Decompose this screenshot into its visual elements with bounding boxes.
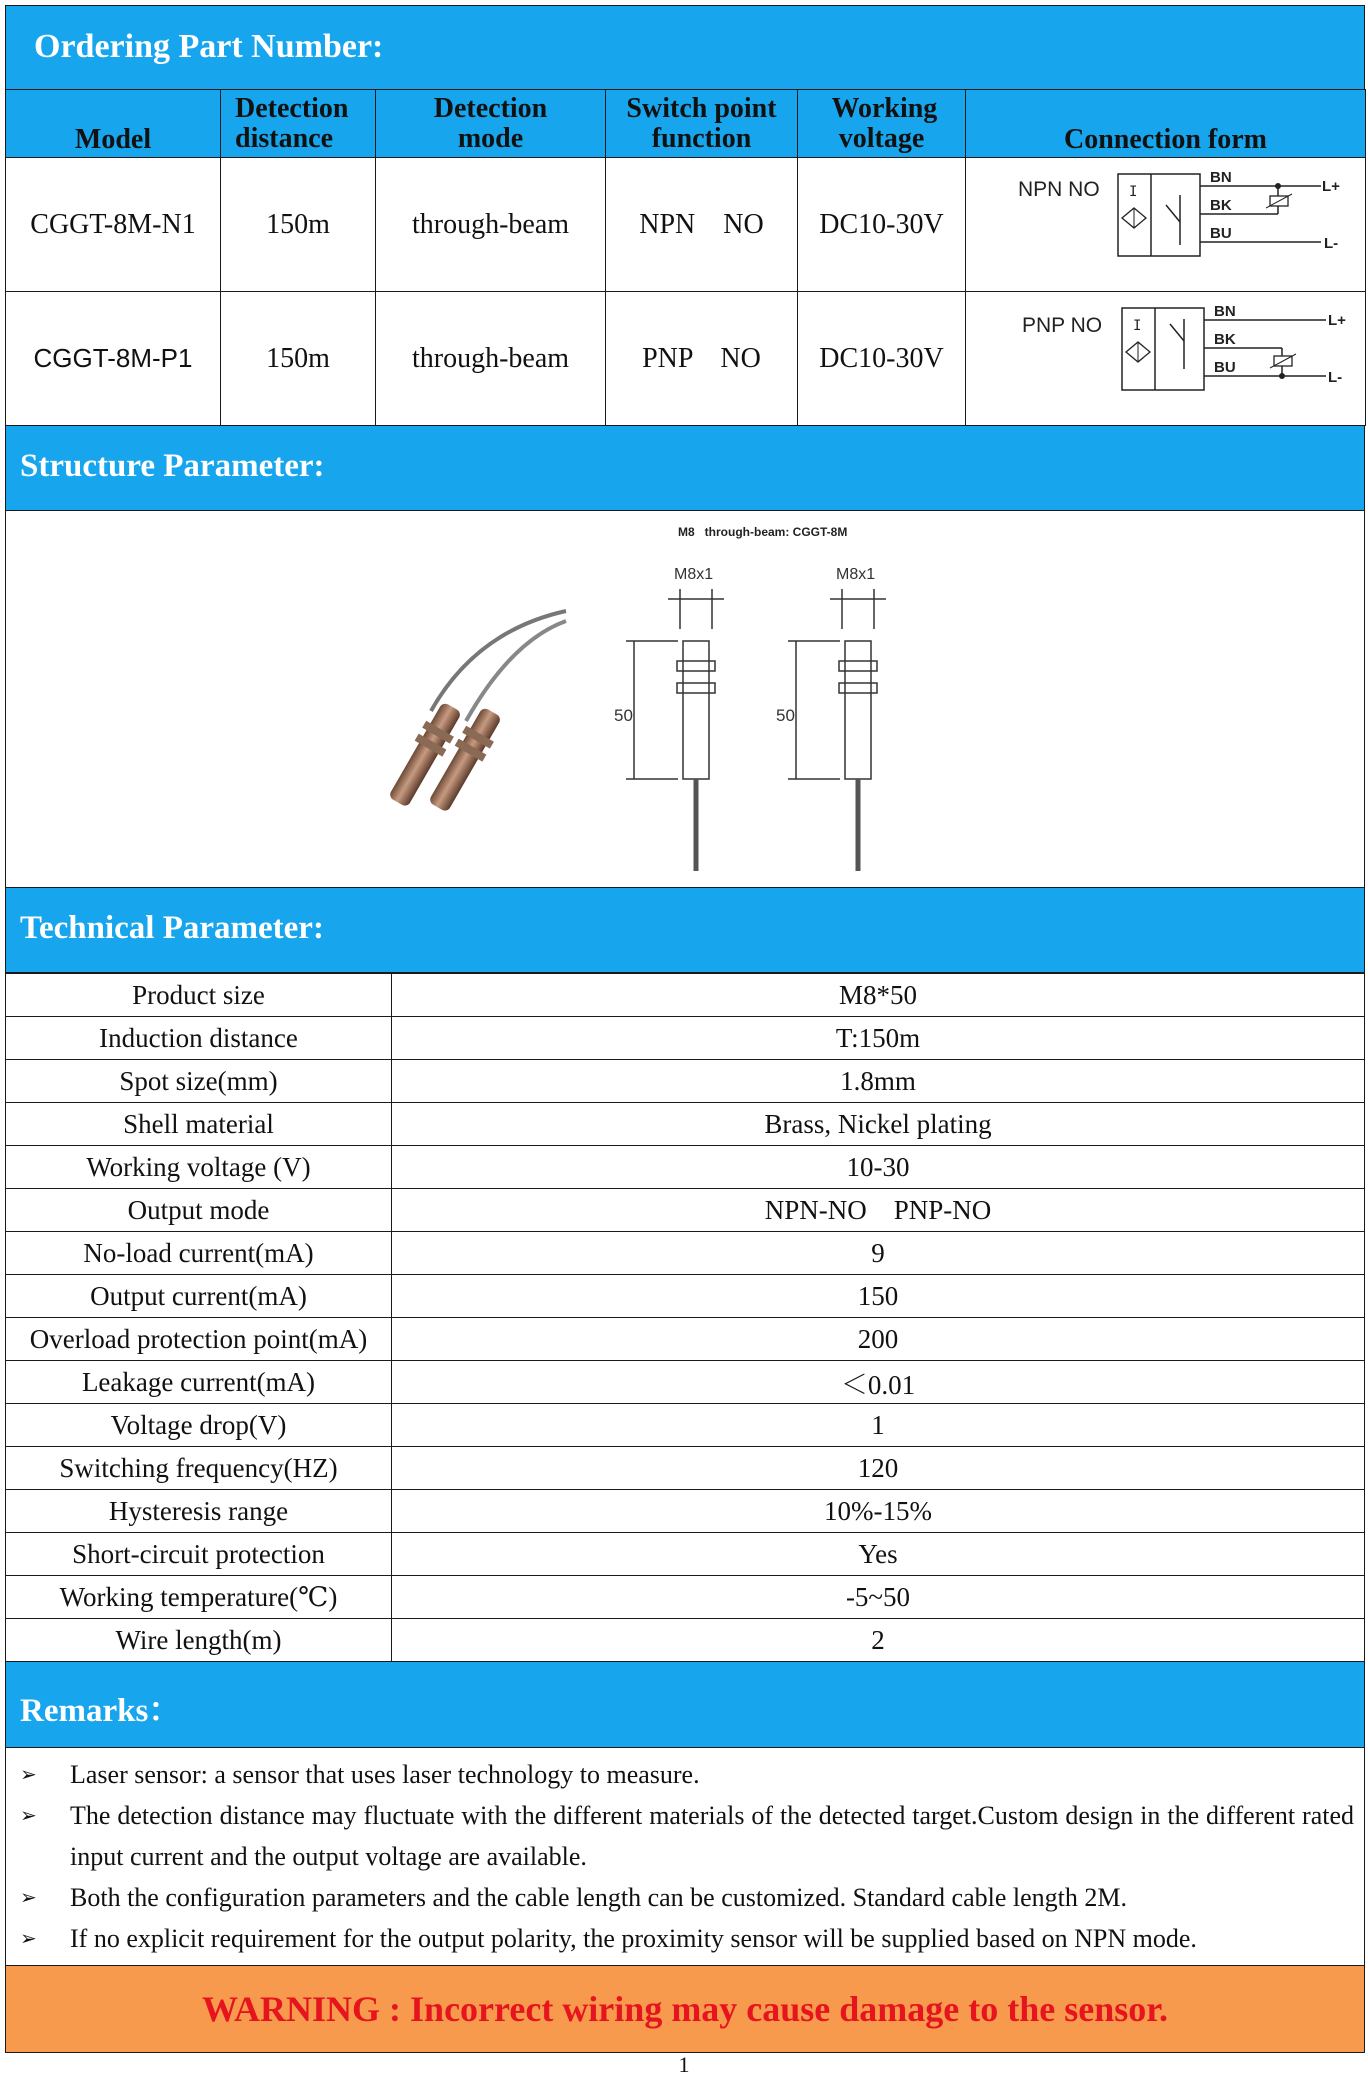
- ordering-row-n1: [6, 158, 1366, 292]
- warning-text: WARNING : Incorrect wiring may cause damage to the sensor.: [202, 1989, 1168, 2029]
- header-detection-mode: Detection mode: [376, 90, 606, 158]
- arrow-bullet-icon: ➢: [20, 1803, 37, 1827]
- structure-section-header: [5, 426, 1365, 511]
- parameter-label: Hysteresis range: [6, 1490, 392, 1533]
- svg-text:I: I: [1129, 183, 1138, 200]
- ordering-table: [5, 89, 1366, 426]
- svg-text:M8x1: M8x1: [836, 566, 876, 583]
- header-switch-point-function: Switch point function: [606, 90, 798, 158]
- parameter-value: ＜0.01: [392, 1361, 1365, 1404]
- svg-text:L+: L+: [1322, 177, 1340, 195]
- table-row: [6, 1017, 1365, 1060]
- cell-voltage: DC10-30V: [798, 292, 966, 426]
- remarks-title: Remarks：: [20, 1693, 182, 1729]
- header-detection-distance: Detection distance: [221, 90, 376, 158]
- remarks-list: [5, 1748, 1365, 1966]
- arrow-bullet-icon: ➢: [20, 1762, 37, 1786]
- svg-text:BU: BU: [1214, 358, 1236, 376]
- table-row: [6, 1361, 1365, 1404]
- cell-model: CGGT-8M-N1: [6, 158, 221, 292]
- parameter-label: Output mode: [6, 1189, 392, 1232]
- parameter-label: Output current(mA): [6, 1275, 392, 1318]
- svg-text:BU: BU: [1210, 224, 1232, 242]
- parameter-label: Voltage drop(V): [6, 1404, 392, 1447]
- cell-distance: 150m: [221, 292, 376, 426]
- parameter-value: 2: [392, 1619, 1365, 1662]
- svg-text:L-: L-: [1324, 234, 1339, 252]
- parameter-label: Switching frequency(HZ): [6, 1447, 392, 1490]
- table-row: [6, 1103, 1365, 1146]
- sensor-dimension-drawing: [6, 511, 1366, 887]
- table-row: [6, 1060, 1365, 1103]
- page-number: 1: [678, 2052, 690, 2077]
- table-row: [6, 1490, 1365, 1533]
- svg-text:L-: L-: [1328, 368, 1343, 386]
- parameter-label: Shell material: [6, 1103, 392, 1146]
- parameter-label: Leakage current(mA): [6, 1361, 392, 1404]
- list-item: [20, 1877, 1354, 1918]
- parameter-label: Overload protection point(mA): [6, 1318, 392, 1361]
- svg-text:BK: BK: [1214, 330, 1236, 348]
- cell-mode: through-beam: [376, 158, 606, 292]
- parameter-value: -5~50: [392, 1576, 1365, 1619]
- svg-text:50: 50: [776, 706, 795, 725]
- list-item: [20, 1918, 1354, 1959]
- remark-text: Both the configuration parameters and the cable length can be customized. Standard cable length 2M.: [70, 1883, 1127, 1912]
- table-row: [6, 1189, 1365, 1232]
- arrow-bullet-icon: ➢: [20, 1885, 37, 1909]
- cell-model: CGGT-8M-P1: [6, 292, 221, 426]
- pnp-wiring-diagram: [966, 294, 1366, 424]
- npn-label: NPN NO: [1018, 177, 1100, 201]
- sensor-photo: [384, 611, 566, 815]
- arrow-bullet-icon: ➢: [20, 1926, 37, 1950]
- table-row: [6, 1404, 1365, 1447]
- parameter-label: Short-circuit protection: [6, 1533, 392, 1576]
- ordering-row-p1: [6, 292, 1366, 426]
- technical-title: Technical Parameter:: [20, 910, 324, 946]
- parameter-value: M8*50: [392, 974, 1365, 1017]
- parameter-value: 9: [392, 1232, 1365, 1275]
- svg-text:M8x1: M8x1: [674, 566, 714, 583]
- remark-text: Laser sensor: a sensor that uses laser technology to measure.: [70, 1760, 700, 1789]
- parameter-value: 200: [392, 1318, 1365, 1361]
- parameter-value: NPN-NO PNP-NO: [392, 1189, 1365, 1232]
- table-row: [6, 1619, 1365, 1662]
- warning-banner: [5, 1966, 1365, 2053]
- table-row: [6, 1447, 1365, 1490]
- list-item: [20, 1754, 1354, 1795]
- parameter-value: 10%-15%: [392, 1490, 1365, 1533]
- cell-voltage: DC10-30V: [798, 158, 966, 292]
- cell-distance: 150m: [221, 158, 376, 292]
- parameter-value: Yes: [392, 1533, 1365, 1576]
- npn-wiring-diagram: [966, 160, 1366, 290]
- parameter-value: 150: [392, 1275, 1365, 1318]
- table-row: [6, 1576, 1365, 1619]
- cell-mode: through-beam: [376, 292, 606, 426]
- pnp-label: PNP NO: [1022, 313, 1103, 337]
- svg-text:L+: L+: [1328, 311, 1346, 329]
- table-row: [6, 1146, 1365, 1189]
- header-connection-form: Connection form: [966, 90, 1366, 158]
- svg-text:BK: BK: [1210, 196, 1232, 214]
- ordering-title: Ordering Part Number:: [34, 28, 384, 65]
- structure-drawing-area: [5, 511, 1365, 887]
- parameter-value: 120: [392, 1447, 1365, 1490]
- sensor-outline-left: [614, 566, 724, 871]
- drawing-caption: M8 through-beam: CGGT-8M: [678, 525, 848, 539]
- list-item: [20, 1795, 1354, 1877]
- technical-section-header: [5, 887, 1365, 973]
- parameter-value: 10-30: [392, 1146, 1365, 1189]
- table-row: [6, 974, 1365, 1017]
- parameter-label: Product size: [6, 974, 392, 1017]
- parameter-label: No-load current(mA): [6, 1232, 392, 1275]
- remarks-section-header: [5, 1662, 1365, 1748]
- parameter-value: 1.8mm: [392, 1060, 1365, 1103]
- table-row: [6, 1318, 1365, 1361]
- parameter-label: Working temperature(℃): [6, 1576, 392, 1619]
- ordering-header-row: [6, 90, 1366, 158]
- svg-text:I: I: [1133, 317, 1142, 334]
- table-row: [6, 1533, 1365, 1576]
- cell-connection-pnp: [966, 292, 1366, 426]
- parameter-label: Spot size(mm): [6, 1060, 392, 1103]
- table-row: [6, 1232, 1365, 1275]
- sensor-outline-right: [776, 566, 886, 871]
- parameter-value: T:150m: [392, 1017, 1365, 1060]
- parameter-value: 1: [392, 1404, 1365, 1447]
- svg-text:50: 50: [614, 706, 633, 725]
- parameter-label: Wire length(m): [6, 1619, 392, 1662]
- cell-switch: PNP NO: [606, 292, 798, 426]
- ordering-section-header: [5, 5, 1365, 89]
- table-row: [6, 1275, 1365, 1318]
- header-working-voltage: Working voltage: [798, 90, 966, 158]
- svg-text:BN: BN: [1214, 302, 1236, 320]
- parameter-label: Induction distance: [6, 1017, 392, 1060]
- structure-title: Structure Parameter:: [20, 448, 325, 484]
- remark-text: If no explicit requirement for the output polarity, the proximity sensor will be supplied based on NPN mode.: [70, 1924, 1197, 1953]
- technical-table: [5, 973, 1365, 1662]
- parameter-value: Brass, Nickel plating: [392, 1103, 1365, 1146]
- remark-text: The detection distance may fluctuate with the different materials of the detected target.Custom design in the different rated input current and the output voltage are available.: [70, 1801, 1354, 1871]
- parameter-label: Working voltage (V): [6, 1146, 392, 1189]
- svg-text:BN: BN: [1210, 168, 1232, 186]
- header-model: Model: [6, 90, 221, 158]
- cell-switch: NPN NO: [606, 158, 798, 292]
- cell-connection-npn: [966, 158, 1366, 292]
